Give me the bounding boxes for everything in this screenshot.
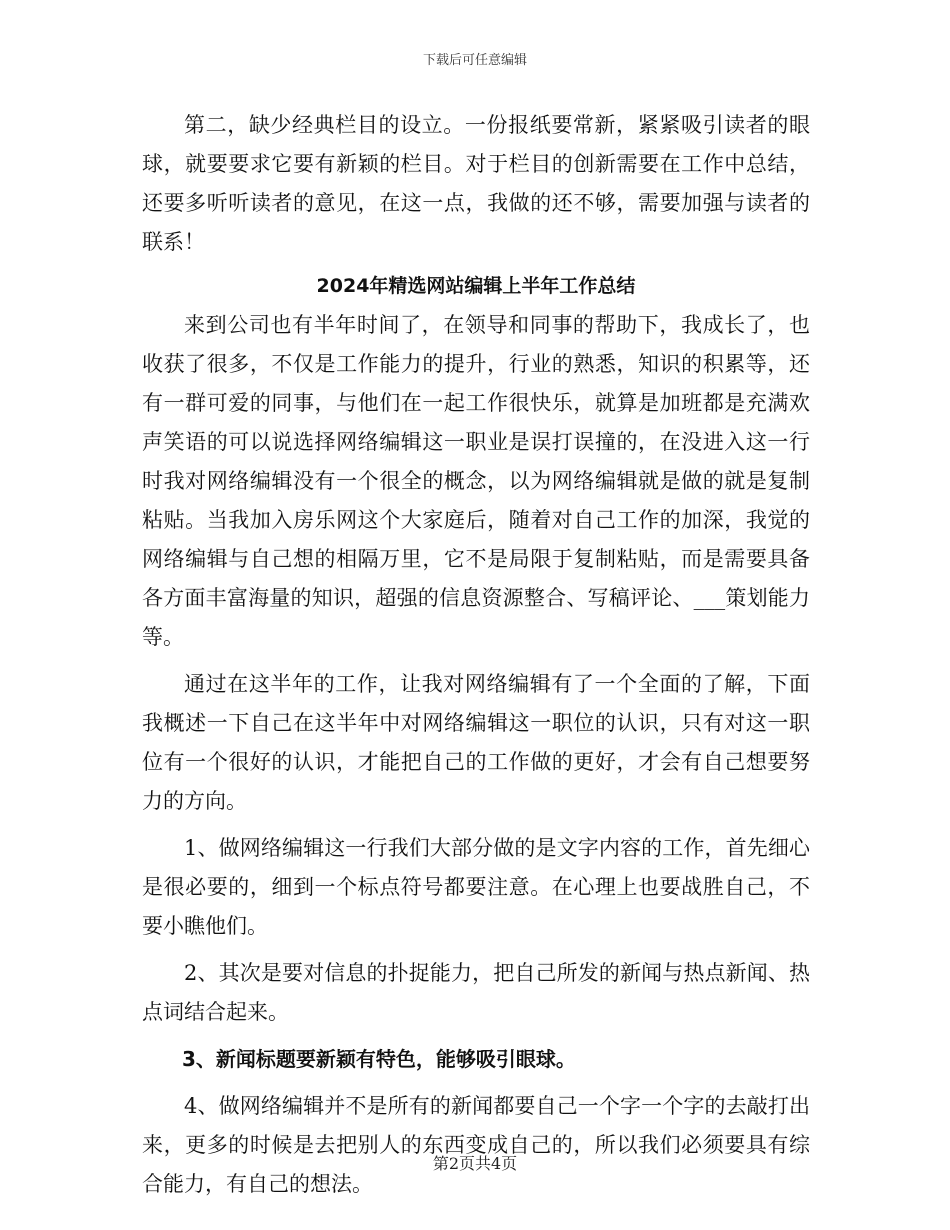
intro-paragraph: 第二，缺少经典栏目的设立。一份报纸要常新，紧紧吸引读者的眼球，就要要求它要有新颖的栏目。对于栏目的创新需要在工作中总结，还要多听听读者的意见，在这一点，我做的还不够，需要加强与读者的联系！ <box>142 113 810 254</box>
list-item-2: 2、其次是要对信息的扑捉能力，把自己所发的新闻与热点新闻、热点词结合起来。 <box>142 961 810 1024</box>
paragraph-overview: 通过在这半年的工作，让我对网络编辑有了一个全面的了解，下面我概述一下自己在这半年中对网络编辑这一职位的认识，只有对这一职位有一个很好的认识，才能把自己的工作做的更好，才会有自己想要努力的方向。 <box>142 672 810 813</box>
list-item-1: 1、做网络编辑这一行我们大部分做的是文字内容的工作，首先细心是很必要的，细到一个标点符号都要注意。在心理上也要战胜自己，不要小瞧他们。 <box>142 836 810 938</box>
document-title: 2024年精选网站编辑上半年工作总结 <box>316 275 636 297</box>
page-header: 下载后可任意编辑 <box>422 53 527 68</box>
list-item-4: 4、做网络编辑并不是所有的新闻都要自己一个字一个字的去敲打出来，更多的时候是去把别人的东西变成自己的，所以我们必须要具有综合能力，有自己的想法。 <box>142 1094 810 1196</box>
page-number: 第2页共4页 <box>432 1154 518 1173</box>
list-item-3: 3、新闻标题要新颖有特色，能够吸引眼球。 <box>182 1047 576 1071</box>
paragraph-intro-work: 来到公司也有半年时间了，在领导和同事的帮助下，我成长了，也收获了很多，不仅是工作能力的提升，行业的熟悉，知识的积累等，还有一群可爱的同事，与他们在一起工作很快乐，就算是加班都是充满欢声笑语的可以说选择网络编辑这一职业是误打误撞的，在没进入这一行时我对网络编辑没有一个很全的概念，以为网络编辑就是做的就是复制粘贴。当我加入房乐网这个大家庭后，随着对自己工作的加深，我觉的网络编辑与自己想的相隔万里，它不是局限于复制粘贴，而是需要具备各方面丰富海量的知识，超强的信息资源整合、写稿评论、___策划能力等。 <box>142 313 810 649</box>
document-body <box>142 106 810 1204</box>
